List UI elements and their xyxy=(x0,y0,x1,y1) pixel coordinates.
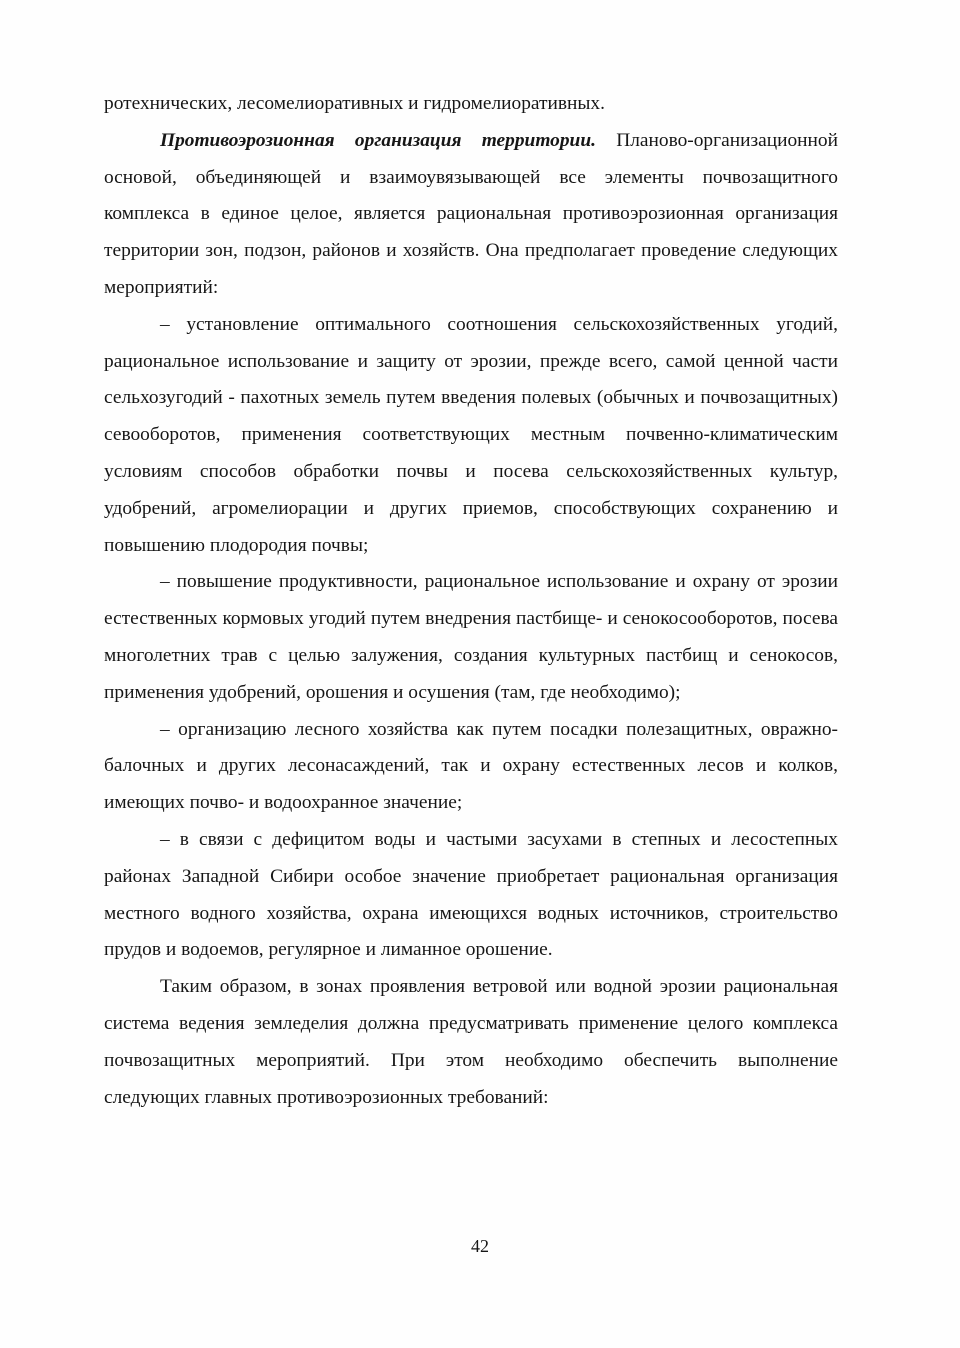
section-paragraph xyxy=(104,123,838,307)
list-item: – организацию лесного хозяйства как путем посадки полезащитных, овражно-балочных и других лесонасаждений, так и охрану естественных лесов и колков, имеющих почво- и водоохранное значение; xyxy=(104,718,838,814)
list-item: – в связи с дефицитом воды и частыми засухами в степных и лесостепных районах Западной Сибири особое значение приобретает рациональная организация местного водного хозяйства, охрана имеющихся водных источников, строительство прудов и водоемов, регулярное и лиманное орошение. xyxy=(104,828,838,961)
conclusion-paragraph: Таким образом, в зонах проявления ветровой или водной эрозии рациональная система ведения земледелия должна предусматривать применение целого комплекса почвозащитных мероприятий. При этом необходимо обеспечить выполнение следующих главных противоэрозионных требований: xyxy=(104,976,838,1108)
continuation-paragraph: ротехнических, лесомелиоративных и гидромелиоративных. xyxy=(104,93,605,114)
page-number: 42 xyxy=(471,1236,489,1256)
list-item: – повышение продуктивности, рациональное использование и охрану от эрозии естественных кормовых угодий путем внедрения пастбище- и сенокосооборотов, посева многолетних трав с целью залужения, создания культурных пастбищ и сенокосов, применения удобрений, орошения и осушения (там, где необходимо); xyxy=(104,571,838,703)
section-heading: Противоэрозионная организация территории. xyxy=(160,129,596,151)
list-item: – установление оптимального соотношения сельскохозяйственных угодий, рациональное использование и защиту от эрозии, прежде всего, самой ценной части сельхозугодий - пахотных земель путем введения полевых (обычных и почвозащитных) севооборотов, применения соответствующих местным почвенно-климатическим условиям способов обработки почвы и посева сельскохозяйственных культур, удобрений, агромелиорации и других приемов, способствующих сохранению и повышению плодородия почвы; xyxy=(104,313,838,556)
body-text xyxy=(104,86,838,1116)
section-text: Планово-организационной основой, объединяющей и взаимоувязывающей все элементы почвозащитного комплекса в единое целое, является рациональная противоэрозионная организация территории зон, подзон, районов и хозяйств. Она предполагает проведение следующих мероприятий: xyxy=(104,129,838,298)
